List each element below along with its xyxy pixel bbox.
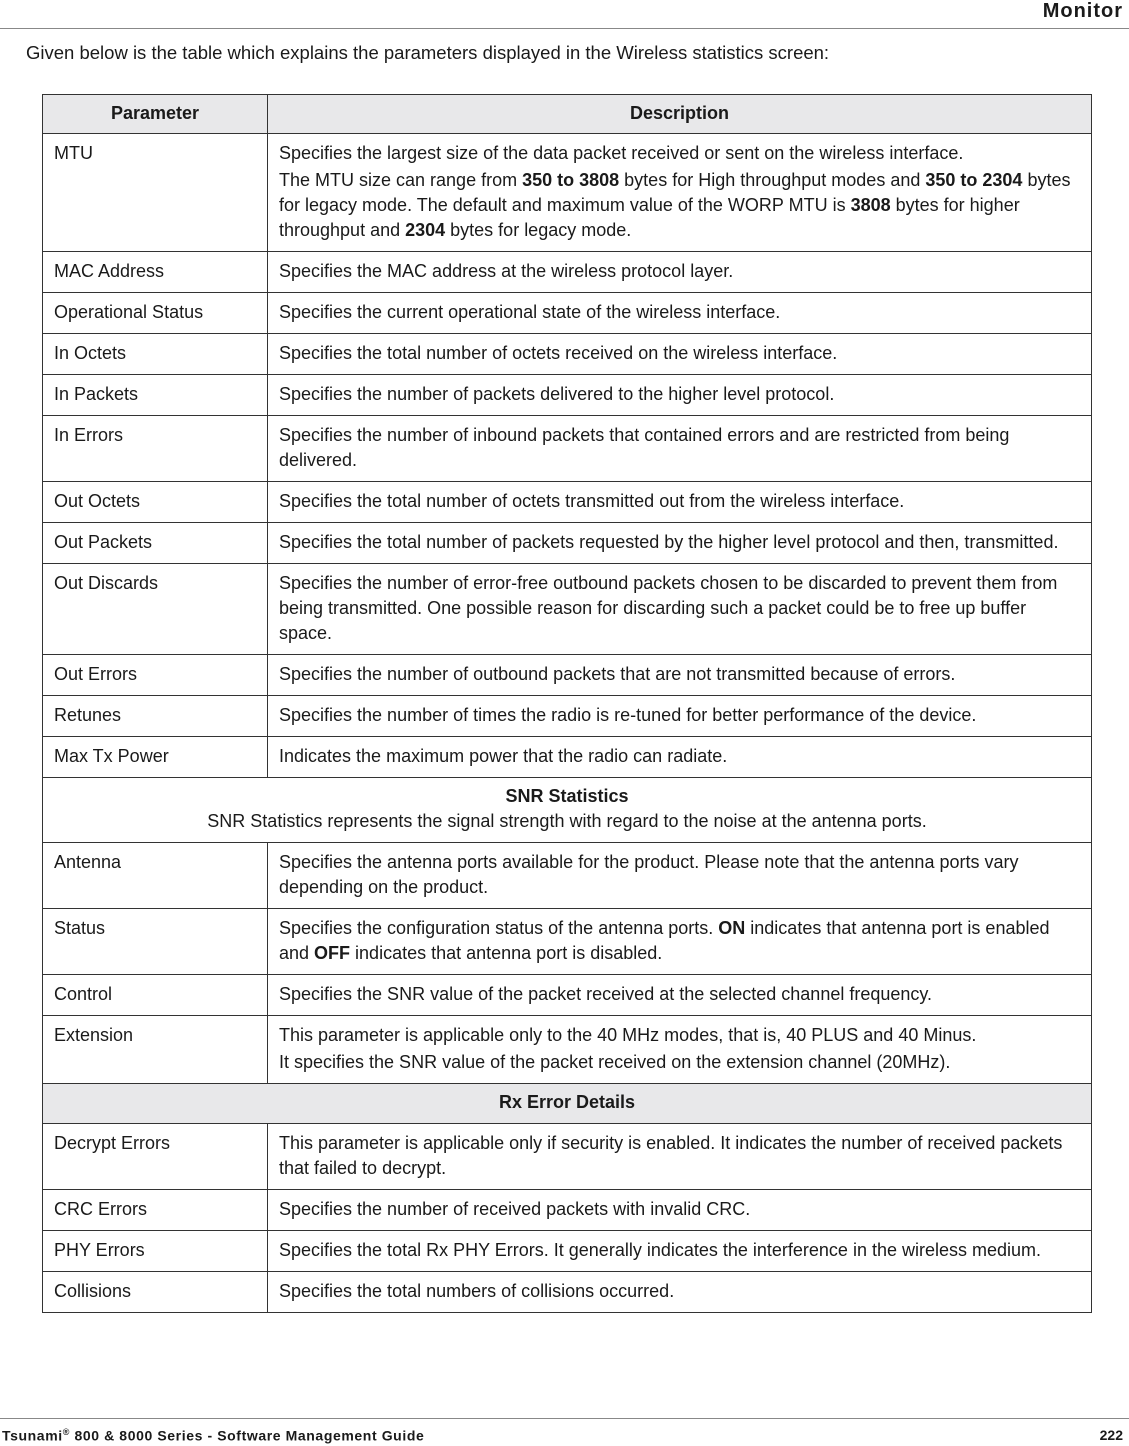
parameter-description: This parameter is applicable only if security is enabled. It indicates the number of received packets that failed to decrypt. xyxy=(268,1124,1092,1190)
parameter-description: Specifies the antenna ports available for the product. Please note that the antenna ports vary depending on the product. xyxy=(268,843,1092,909)
intro-text: Given below is the table which explains the parameters displayed in the Wireless statistics screen: xyxy=(26,42,830,63)
table-row xyxy=(43,843,1092,909)
text: Specifies the configuration status of the antenna ports. xyxy=(279,918,719,938)
table-row xyxy=(43,737,1092,778)
table-row xyxy=(43,909,1092,975)
footer-divider xyxy=(0,1418,1129,1419)
header-divider xyxy=(0,28,1129,29)
parameter-description: Specifies the total number of packets requested by the higher level protocol and then, transmitted. xyxy=(268,523,1092,564)
parameter-description: Specifies the total number of octets received on the wireless interface. xyxy=(268,334,1092,375)
parameter-description: Specifies the number of times the radio is re-tuned for better performance of the device. xyxy=(268,696,1092,737)
bold-value: 350 to 2304 xyxy=(925,170,1023,190)
parameter-description: Specifies the number of packets delivered to the higher level protocol. xyxy=(268,375,1092,416)
table-row xyxy=(43,482,1092,523)
parameter-name: In Packets xyxy=(43,375,268,416)
parameter-description: Specifies the total number of octets transmitted out from the wireless interface. xyxy=(268,482,1092,523)
parameter-name: Antenna xyxy=(43,843,268,909)
table-header-row xyxy=(43,95,1092,134)
parameter-description xyxy=(268,1016,1092,1084)
parameter-name: Collisions xyxy=(43,1272,268,1313)
parameter-name: Decrypt Errors xyxy=(43,1124,268,1190)
parameter-name: In Errors xyxy=(43,416,268,482)
page-number: 222 xyxy=(1099,1427,1123,1443)
parameter-name: Retunes xyxy=(43,696,268,737)
table-row xyxy=(43,416,1092,482)
parameter-description: Specifies the total Rx PHY Errors. It generally indicates the interference in the wireless medium. xyxy=(268,1231,1092,1272)
text: bytes for higher throughput and xyxy=(279,195,1020,240)
parameter-name: Operational Status xyxy=(43,293,268,334)
footer-brand: Tsunami xyxy=(2,1427,63,1444)
table-row xyxy=(43,696,1092,737)
parameter-description: Specifies the MAC address at the wireless protocol layer. xyxy=(268,252,1092,293)
parameters-table xyxy=(42,94,1092,1313)
table-row xyxy=(43,293,1092,334)
extension-line2: It specifies the SNR value of the packet received on the extension channel (20MHz). xyxy=(279,1052,951,1072)
parameter-description: Specifies the number of received packets with invalid CRC. xyxy=(268,1190,1092,1231)
description-column-header: Description xyxy=(268,95,1092,134)
mtu-line2 xyxy=(279,168,1080,243)
table-row xyxy=(43,252,1092,293)
parameter-description: Specifies the SNR value of the packet received at the selected channel frequency. xyxy=(268,975,1092,1016)
text: indicates that antenna port is enabled and xyxy=(279,918,1050,963)
table-row xyxy=(43,375,1092,416)
rx-error-section-title: Rx Error Details xyxy=(43,1084,1092,1124)
parameter-name: Extension xyxy=(43,1016,268,1084)
text: bytes for legacy mode. The default and maximum value of the WORP MTU is xyxy=(279,170,1071,215)
snr-section-row xyxy=(43,778,1092,843)
table-row xyxy=(43,655,1092,696)
table-row xyxy=(43,334,1092,375)
parameter-name: Out Discards xyxy=(43,564,268,655)
parameter-description: Specifies the number of outbound packets that are not transmitted because of errors. xyxy=(268,655,1092,696)
bold-value: 2304 xyxy=(405,220,446,240)
parameter-description xyxy=(268,909,1092,975)
table-row xyxy=(43,975,1092,1016)
parameter-name: Out Packets xyxy=(43,523,268,564)
snr-section-title: SNR Statistics xyxy=(505,786,629,806)
text: bytes for legacy mode. xyxy=(445,220,632,240)
parameter-description: Specifies the total numbers of collisions occurred. xyxy=(268,1272,1092,1313)
text: The MTU size can range from xyxy=(279,170,523,190)
parameter-name: Status xyxy=(43,909,268,975)
parameter-column-header: Parameter xyxy=(43,95,268,134)
table-row xyxy=(43,1016,1092,1084)
table-row xyxy=(43,1231,1092,1272)
bold-value: ON xyxy=(718,918,746,938)
parameter-description: Specifies the number of inbound packets that contained errors and are restricted from being delivered. xyxy=(268,416,1092,482)
table-row xyxy=(43,523,1092,564)
mtu-line1: Specifies the largest size of the data packet received or sent on the wireless interface. xyxy=(279,143,964,163)
table-row xyxy=(43,564,1092,655)
registered-mark: ® xyxy=(62,1427,70,1437)
footer-guide-title xyxy=(2,1427,424,1444)
parameter-name: Control xyxy=(43,975,268,1016)
page-header-title: Monitor xyxy=(1042,0,1123,22)
parameter-description xyxy=(268,134,1092,252)
table-row xyxy=(43,1272,1092,1313)
bold-value: 350 to 3808 xyxy=(522,170,620,190)
parameter-description: Indicates the maximum power that the radio can radiate. xyxy=(268,737,1092,778)
parameter-name: Out Octets xyxy=(43,482,268,523)
table-row xyxy=(43,134,1092,252)
extension-line1: This parameter is applicable only to the 40 MHz modes, that is, 40 PLUS and 40 Minus. xyxy=(279,1025,977,1045)
parameter-name: CRC Errors xyxy=(43,1190,268,1231)
snr-section-subtitle: SNR Statistics represents the signal strength with regard to the noise at the antenna ports. xyxy=(207,811,927,831)
text: indicates that antenna port is disabled. xyxy=(350,943,663,963)
parameter-description: Specifies the number of error-free outbound packets chosen to be discarded to prevent them from being transmitted. One possible reason for discarding such a packet could be to free up buffer space. xyxy=(268,564,1092,655)
footer-guide-name: 800 & 8000 Series - Software Management Guide xyxy=(69,1427,425,1444)
rx-error-section-row xyxy=(43,1084,1092,1124)
parameter-name: Out Errors xyxy=(43,655,268,696)
parameter-name: PHY Errors xyxy=(43,1231,268,1272)
parameter-name: In Octets xyxy=(43,334,268,375)
table-row xyxy=(43,1124,1092,1190)
parameter-description: Specifies the current operational state of the wireless interface. xyxy=(268,293,1092,334)
table-row xyxy=(43,1190,1092,1231)
parameter-name: MTU xyxy=(43,134,268,252)
bold-value: 3808 xyxy=(850,195,891,215)
parameter-name: Max Tx Power xyxy=(43,737,268,778)
bold-value: OFF xyxy=(314,943,351,963)
parameter-name: MAC Address xyxy=(43,252,268,293)
snr-section-cell xyxy=(43,778,1092,843)
text: bytes for High throughput modes and xyxy=(619,170,926,190)
